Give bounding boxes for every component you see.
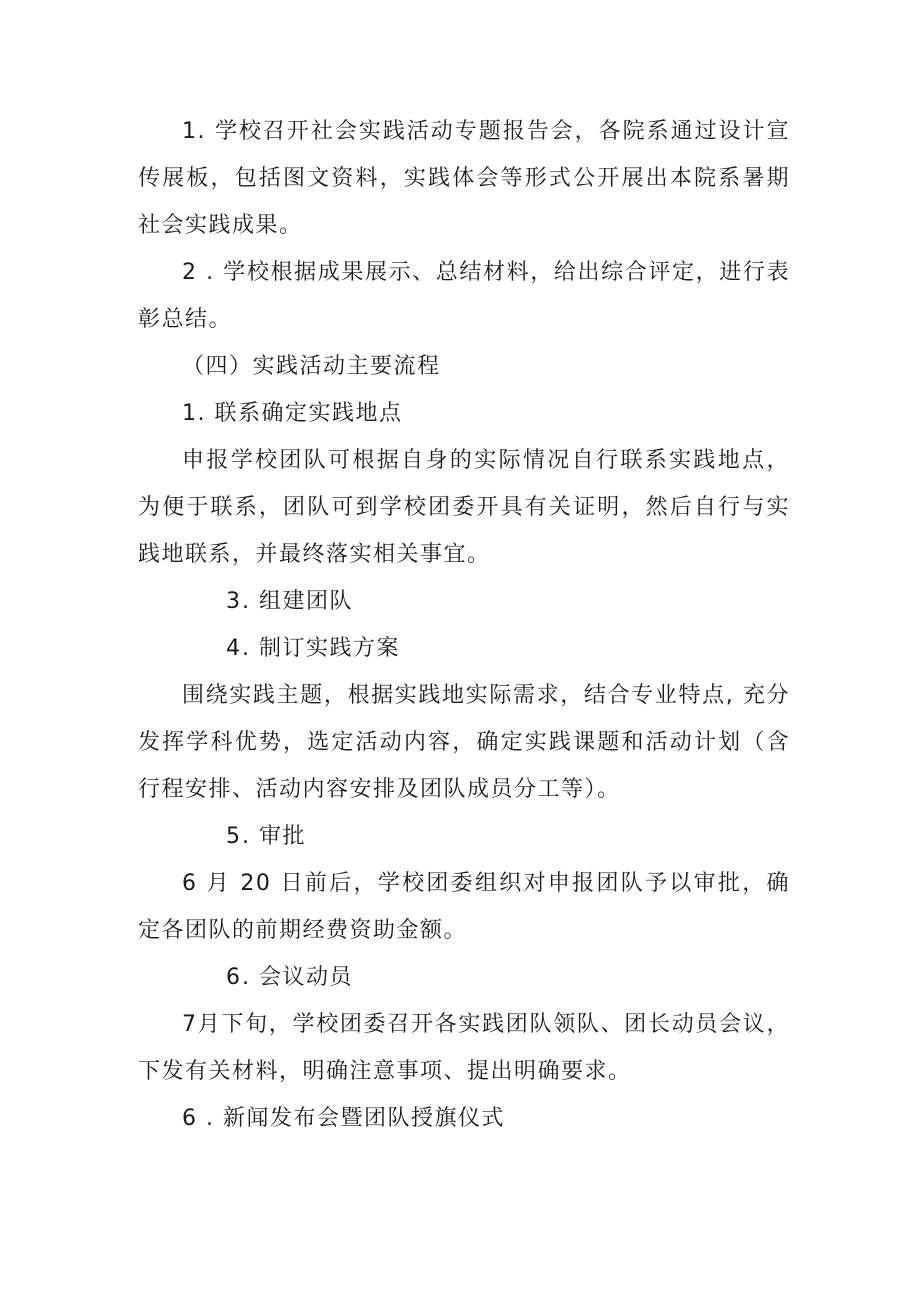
paragraph-contact-location: 申报学校团队可根据自身的实际情况自行联系实践地点，为便于联系，团队可到学校团委开具有关证明，然后自行与实践地联系，并最终落实相关事宜。 bbox=[138, 448, 790, 567]
item-heading-build-team bbox=[138, 578, 790, 625]
paragraph-approval: 6 月 20 日前后，学校团委组织对申报团队予以审批，确定各团队的前期经费资助金额。 bbox=[138, 871, 790, 943]
item-number: 4 bbox=[226, 636, 242, 661]
item-title: . 审批 bbox=[242, 824, 306, 849]
item-title: . 制订实践方案 bbox=[242, 636, 400, 661]
paragraph-report-meeting: 1. 学校召开社会实践活动专题报告会，各院系通过设计宣传展板，包括图文资料，实践体会等形式公开展出本院系暑期社会实践成果。 bbox=[138, 119, 790, 238]
paragraph-evaluation: 2 . 学校根据成果展示、总结材料，给出综合评定，进行表彰总结。 bbox=[138, 260, 790, 332]
section-heading-process: （四）实践活动主要流程 bbox=[182, 354, 441, 379]
paragraph-mobilization: 7月下旬，学校团委召开各实践团队领队、团长动员会议，下发有关材料，明确注意事项、提出明确要求。 bbox=[138, 1012, 790, 1084]
item-heading-plan bbox=[138, 625, 790, 672]
item-heading-contact-location: 1. 联系确定实践地点 bbox=[182, 401, 403, 426]
document-body bbox=[138, 108, 790, 1142]
item-title: . 组建团队 bbox=[242, 589, 353, 614]
item-title: . 会议动员 bbox=[242, 965, 353, 990]
item-number: 6 bbox=[226, 965, 242, 990]
item-heading-press-conference: 6 . 新闻发布会暨团队授旗仪式 bbox=[182, 1106, 505, 1131]
item-number: 5 bbox=[226, 824, 242, 849]
paragraph-plan: 围绕实践主题，根据实践地实际需求，结合专业特点, 充分发挥学科优势，选定活动内容，确定实践课题和活动计划（含行程安排、活动内容安排及团队成员分工等）。 bbox=[138, 683, 790, 802]
item-heading-approval bbox=[138, 813, 790, 860]
item-heading-mobilization bbox=[138, 954, 790, 1001]
item-number: 3 bbox=[226, 589, 242, 614]
